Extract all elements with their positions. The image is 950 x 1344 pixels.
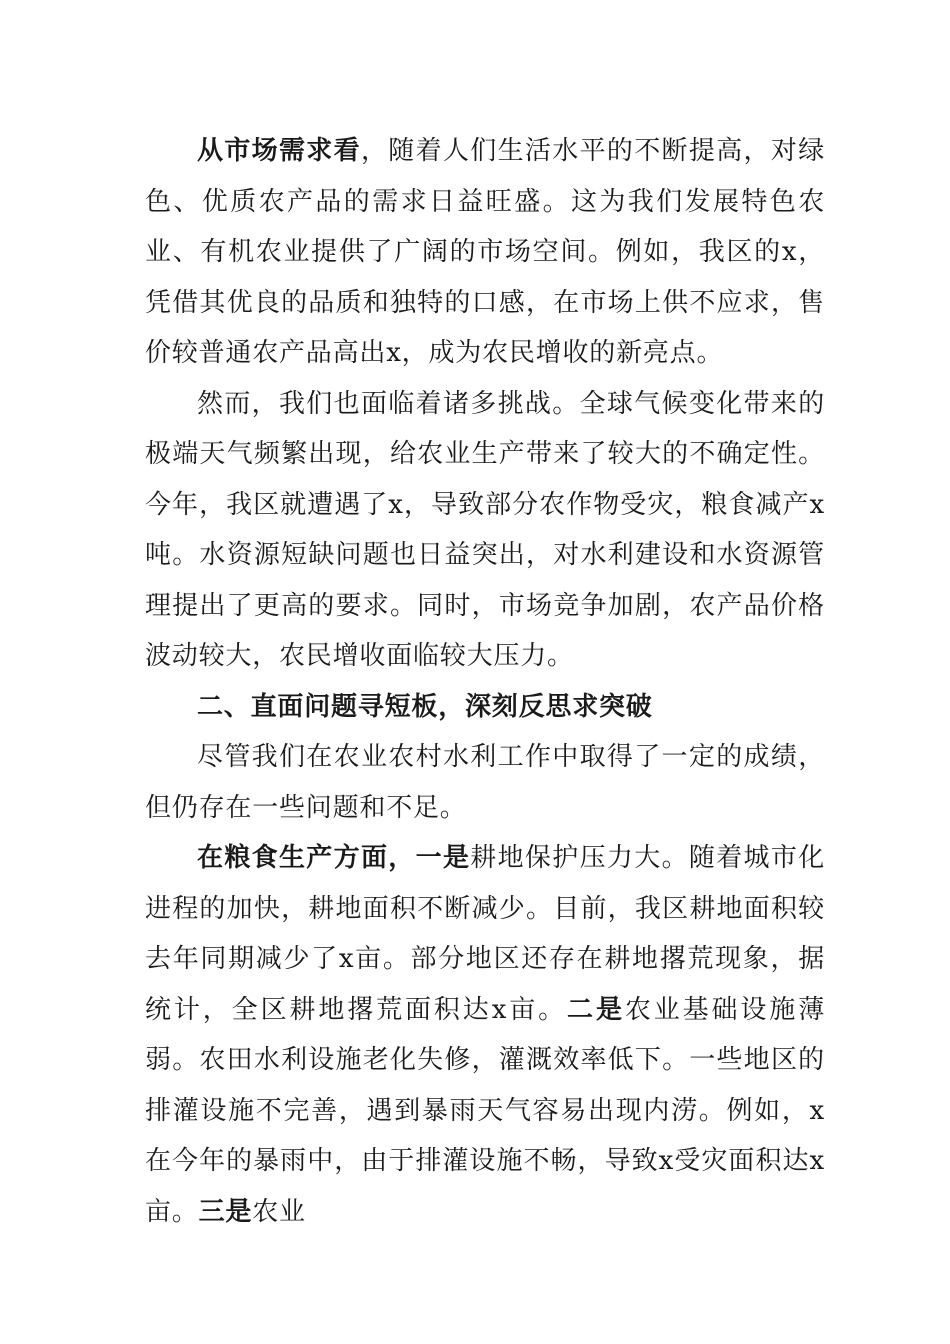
point-1-text: 耕地保护压力大。随着城市化进程的加快，耕地面积不断减少。目前，我区耕地面积较去年同期减少了x亩。部分地区还存在耕地撂荒现象，据统计，全区耕地撂荒面积达x亩。 bbox=[145, 843, 825, 1025]
bold-point-2: 二是 bbox=[567, 994, 625, 1025]
paragraph-text: ，随着人们生活水平的不断提高，对绿色、优质农产品的需求日益旺盛。这为我们发展特色农业、有机农业提供了广阔的市场空间。例如，我区的x，凭借其优良的品质和独特的口感，在市场上供不应求，售价较普通农产品高出x，成为农民增收的新亮点。 bbox=[145, 136, 825, 368]
paragraph-problems-intro bbox=[145, 732, 825, 833]
paragraph-grain-production bbox=[145, 833, 825, 1237]
bold-lead-market-demand: 从市场需求看 bbox=[197, 136, 361, 166]
section-heading-2: 二、直面问题寻短板，深刻反思求突破 bbox=[197, 691, 653, 722]
bold-lead-grain-production: 在粮食生产方面， bbox=[197, 843, 416, 873]
bold-point-1: 一是 bbox=[415, 843, 471, 873]
paragraph-text: 尽管我们在农业农村水利工作中取得了一定的成绩，但仍存在一些问题和不足。 bbox=[145, 742, 825, 823]
point-2-text: 农业基础设施薄弱。农田水利设施老化失修，灌溉效率低下。一些地区的排灌设施不完善，遇到暴雨天气容易出现内涝。例如，x在今年的暴雨中，由于排灌设施不畅，导致x受灾面积达x亩。 bbox=[145, 994, 825, 1227]
paragraph-text: 然而，我们也面临着诸多挑战。全球气候变化带来的极端天气频繁出现，给农业生产带来了较大的不确定性。今年，我区就遭遇了x，导致部分农作物受灾，粮食减产x吨。水资源短缺问题也日益突出，对水利建设和水资源管理提出了更高的要求。同时，市场竞争加剧，农产品价格波动较大，农民增收面临较大压力。 bbox=[145, 388, 825, 671]
document-body bbox=[145, 126, 825, 1237]
paragraph-challenges bbox=[145, 379, 825, 682]
point-3-text: 农业 bbox=[252, 1196, 306, 1227]
bold-point-3: 三是 bbox=[198, 1196, 253, 1227]
paragraph-market-demand bbox=[145, 126, 825, 379]
